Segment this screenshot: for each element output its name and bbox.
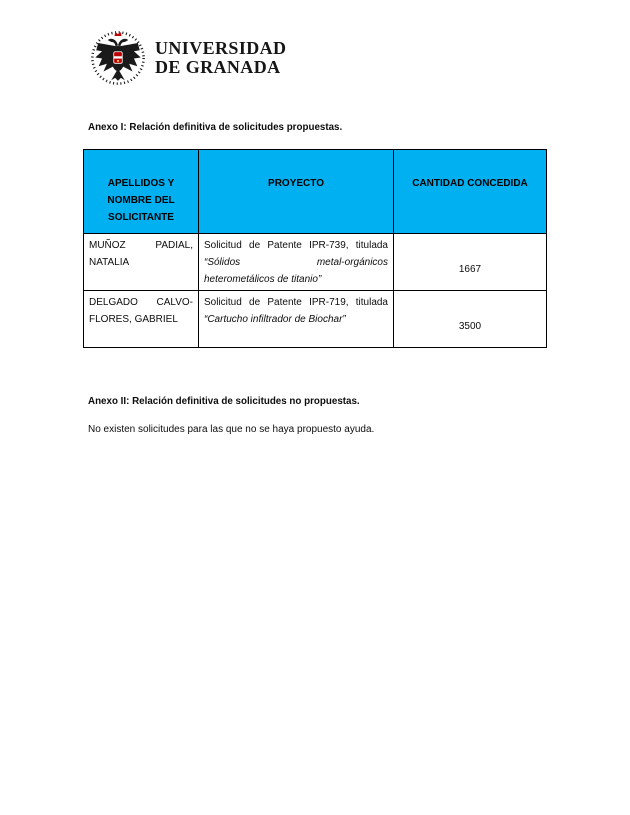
- amount-cell: 3500: [394, 291, 547, 348]
- university-name-line2: DE GRANADA: [155, 57, 281, 77]
- table-row: [84, 234, 547, 291]
- applicant-cell: [84, 234, 199, 291]
- university-wordmark: [155, 29, 286, 77]
- applicant-line: MUÑOZ PADIAL,: [89, 240, 193, 251]
- university-crest-icon: [89, 29, 147, 87]
- project-title-line: “Sólidos metal-orgánicos: [204, 257, 388, 268]
- university-logo: [89, 29, 286, 87]
- col-header-project: PROYECTO: [199, 150, 394, 234]
- anexo1-heading: Anexo I: Relación definitiva de solicitudes propuestas.: [88, 122, 343, 133]
- table-row: [84, 291, 547, 348]
- table-header-row: [84, 150, 547, 234]
- col-header-applicant: APELLIDOS Y NOMBRE DEL SOLICITANTE: [84, 150, 199, 234]
- grants-table: [83, 149, 547, 348]
- anexo2-heading: Anexo II: Relación definitiva de solicitudes no propuestas.: [88, 396, 360, 407]
- applicant-line: FLORES, GABRIEL: [89, 314, 178, 325]
- project-cell: [199, 234, 394, 291]
- university-name-line1: UNIVERSIDAD: [155, 38, 287, 58]
- applicant-line: DELGADO CALVO-: [89, 297, 193, 308]
- project-intro-line: Solicitud de Patente IPR-719, titulada: [204, 297, 388, 308]
- applicant-line: NATALIA: [89, 257, 130, 268]
- anexo2-body-text: No existen solicitudes para las que no se haya propuesto ayuda.: [88, 424, 375, 435]
- project-cell: [199, 291, 394, 348]
- amount-cell: 1667: [394, 234, 547, 291]
- project-intro-line: Solicitud de Patente IPR-739, titulada: [204, 240, 388, 251]
- applicant-cell: [84, 291, 199, 348]
- project-title-line: heterometálicos de titanio”: [204, 274, 322, 285]
- col-header-amount: CANTIDAD CONCEDIDA: [394, 150, 547, 234]
- project-title-line: “Cartucho infiltrador de Biochar”: [204, 314, 346, 325]
